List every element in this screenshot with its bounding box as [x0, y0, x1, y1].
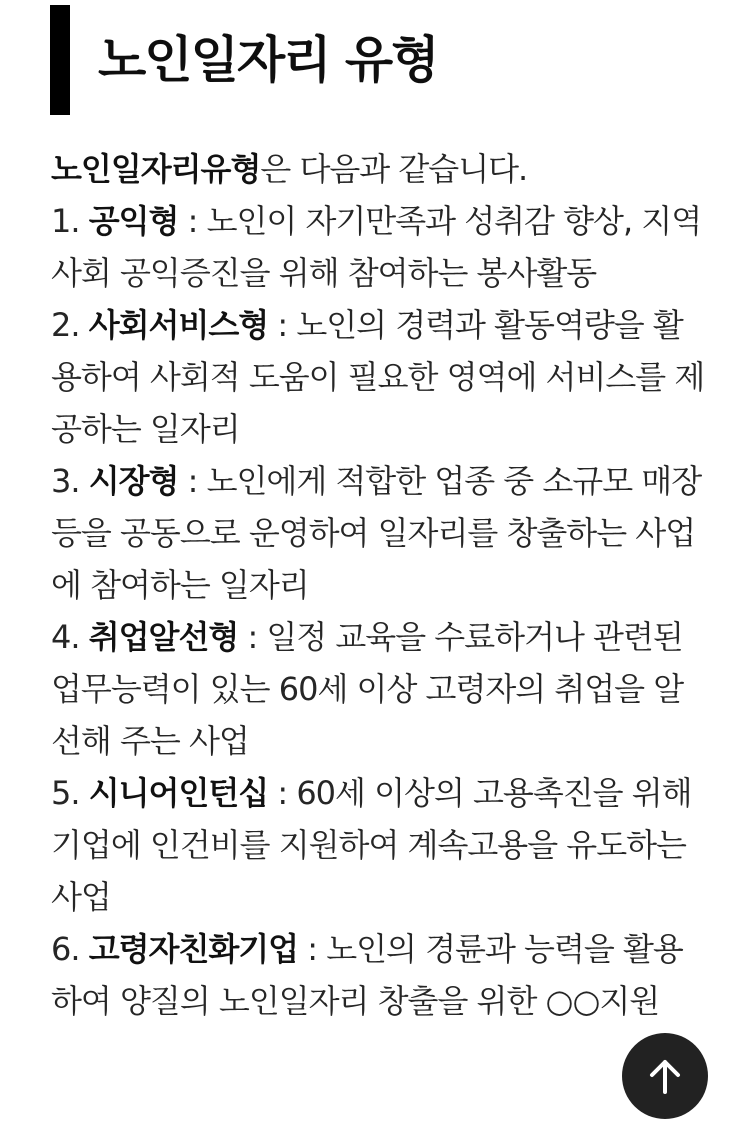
article-body	[51, 143, 711, 1027]
item-separator: :	[268, 306, 297, 344]
item-description: 일정 교육을 수료하거나 관련된 업무능력이 있는 60세 이상 고령자의 취업을 알선해 주는 사업	[51, 618, 684, 760]
item-description: 노인의 경륜과 능력을 활용하여 양질의 노인일자리 창출을 위한 ○○지원	[51, 930, 683, 1020]
title-accent-bar	[50, 5, 70, 115]
item-number: 4.	[51, 618, 80, 656]
item-description: 60세 이상의 고용촉진을 위해 기업에 인건비를 지원하여 계속고용을 유도하는 사업	[51, 774, 692, 916]
intro-paragraph	[51, 143, 711, 195]
list-item	[51, 195, 711, 299]
intro-text: 은 다음과 같습니다.	[260, 150, 528, 188]
item-name: 공익형	[88, 202, 179, 240]
item-number: 3.	[51, 462, 80, 500]
arrow-up-icon	[643, 1054, 687, 1098]
page-title: 노인일자리 유형	[98, 31, 438, 89]
item-separator: :	[178, 462, 207, 500]
item-name: 시니어인턴십	[88, 774, 269, 812]
list-item	[51, 923, 711, 1027]
item-number: 2.	[51, 306, 80, 344]
scroll-to-top-button[interactable]	[622, 1033, 708, 1119]
intro-bold: 노인일자리유형	[51, 150, 261, 188]
item-separator: :	[268, 774, 297, 812]
list-item	[51, 611, 711, 767]
item-name: 고령자친화기업	[88, 930, 299, 968]
list-item	[51, 455, 711, 611]
item-name: 취업알선형	[88, 618, 239, 656]
item-name: 시장형	[88, 462, 179, 500]
item-separator: :	[238, 618, 267, 656]
item-description: 노인의 경력과 활동역량을 활용하여 사회적 도움이 필요한 영역에 서비스를 제공하는 일자리	[51, 306, 705, 448]
item-separator: :	[298, 930, 327, 968]
item-number: 6.	[51, 930, 80, 968]
item-description: 노인이 자기만족과 성취감 향상, 지역사회 공익증진을 위해 참여하는 봉사활동	[51, 202, 702, 292]
item-number: 1.	[51, 202, 80, 240]
item-number: 5.	[51, 774, 80, 812]
list-item	[51, 299, 711, 455]
item-description: 노인에게 적합한 업종 중 소규모 매장 등을 공동으로 운영하여 일자리를 창출하는 사업에 참여하는 일자리	[51, 462, 702, 604]
list-item	[51, 767, 711, 923]
item-name: 사회서비스형	[88, 306, 269, 344]
section-header	[50, 5, 438, 115]
item-separator: :	[178, 202, 207, 240]
